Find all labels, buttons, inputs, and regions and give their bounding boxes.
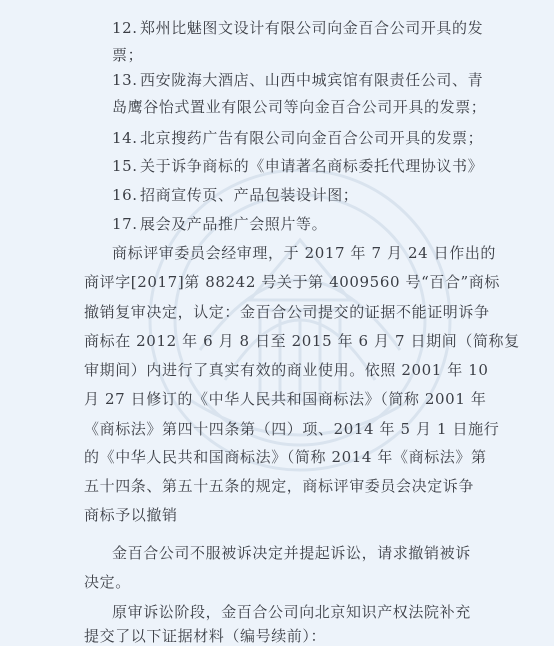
list-item-number: 16.: [112, 186, 138, 204]
list-item-text: 展会及产品推广会照片等。: [140, 215, 328, 233]
list-item-number: 17.: [112, 215, 138, 233]
list-item-text: 西安陇海大酒店、山西中城宾馆有限责任公司、青: [140, 71, 484, 89]
list-item-text: 招商宣传页、产品包装设计图；: [140, 186, 359, 204]
list-item-text: 关于诉争商标的《申请著名商标委托代理协议书》: [140, 157, 484, 175]
paragraph-line: 原审诉讼阶段，金百合公司向北京知识产权法院补充: [112, 603, 471, 621]
paragraph-line: 金百合公司不服被诉决定并提起诉讼，请求撤销被诉: [112, 544, 471, 562]
paragraph-line: 商评字[2017]第 88242 号关于第 4009560 号“百合”商标: [84, 273, 501, 291]
list-item-text: 郑州比魅图文设计有限公司向金百合公司开具的发: [140, 19, 484, 37]
paragraph-line: 商标在 2012 年 6 月 8 日至 2015 年 6 月 7 日期间（简称复: [84, 332, 520, 350]
paragraph-line: 《商标法》第四十四条第（四）项、2014 年 5 月 1 日施行: [84, 420, 500, 438]
list-item-text: 北京搜药广告有限公司向金百合公司开具的发票；: [140, 129, 484, 147]
paragraph-line: 审期间）内进行了真实有效的商业使用。依照 2001 年 10: [84, 361, 489, 379]
paragraph-line: 撤销复审决定，认定：金百合公司提交的证据不能证明诉争: [84, 303, 490, 321]
list-item-text: 票；: [112, 46, 144, 64]
paragraph-line: 五十四条、第五十五条的规定，商标评审委员会决定诉争: [84, 477, 475, 495]
paragraph-line: 的《中华人民共和国商标法》（简称 2014 年《商标法》第: [84, 448, 487, 466]
paragraph-line: 商标评审委员会经审理，于 2017 年 7 月 24 日作出的: [112, 244, 497, 262]
paragraph-line: 月 27 日修订的《中华人民共和国商标法》（简称 2001 年: [84, 390, 487, 408]
list-item-number: 15.: [112, 157, 138, 175]
list-item-text: 岛鹰谷怡式置业有限公司等向金百合公司开具的发票；: [112, 98, 487, 116]
list-item-number: 12.: [112, 19, 138, 37]
list-item-number: 13.: [112, 71, 138, 89]
paragraph-line: 决定。: [84, 573, 131, 591]
paragraph-line: 提交了以下证据材料（编号续前）：: [84, 627, 327, 645]
paragraph-line: 商标予以撤销: [84, 506, 178, 524]
list-item-number: 14.: [112, 129, 138, 147]
